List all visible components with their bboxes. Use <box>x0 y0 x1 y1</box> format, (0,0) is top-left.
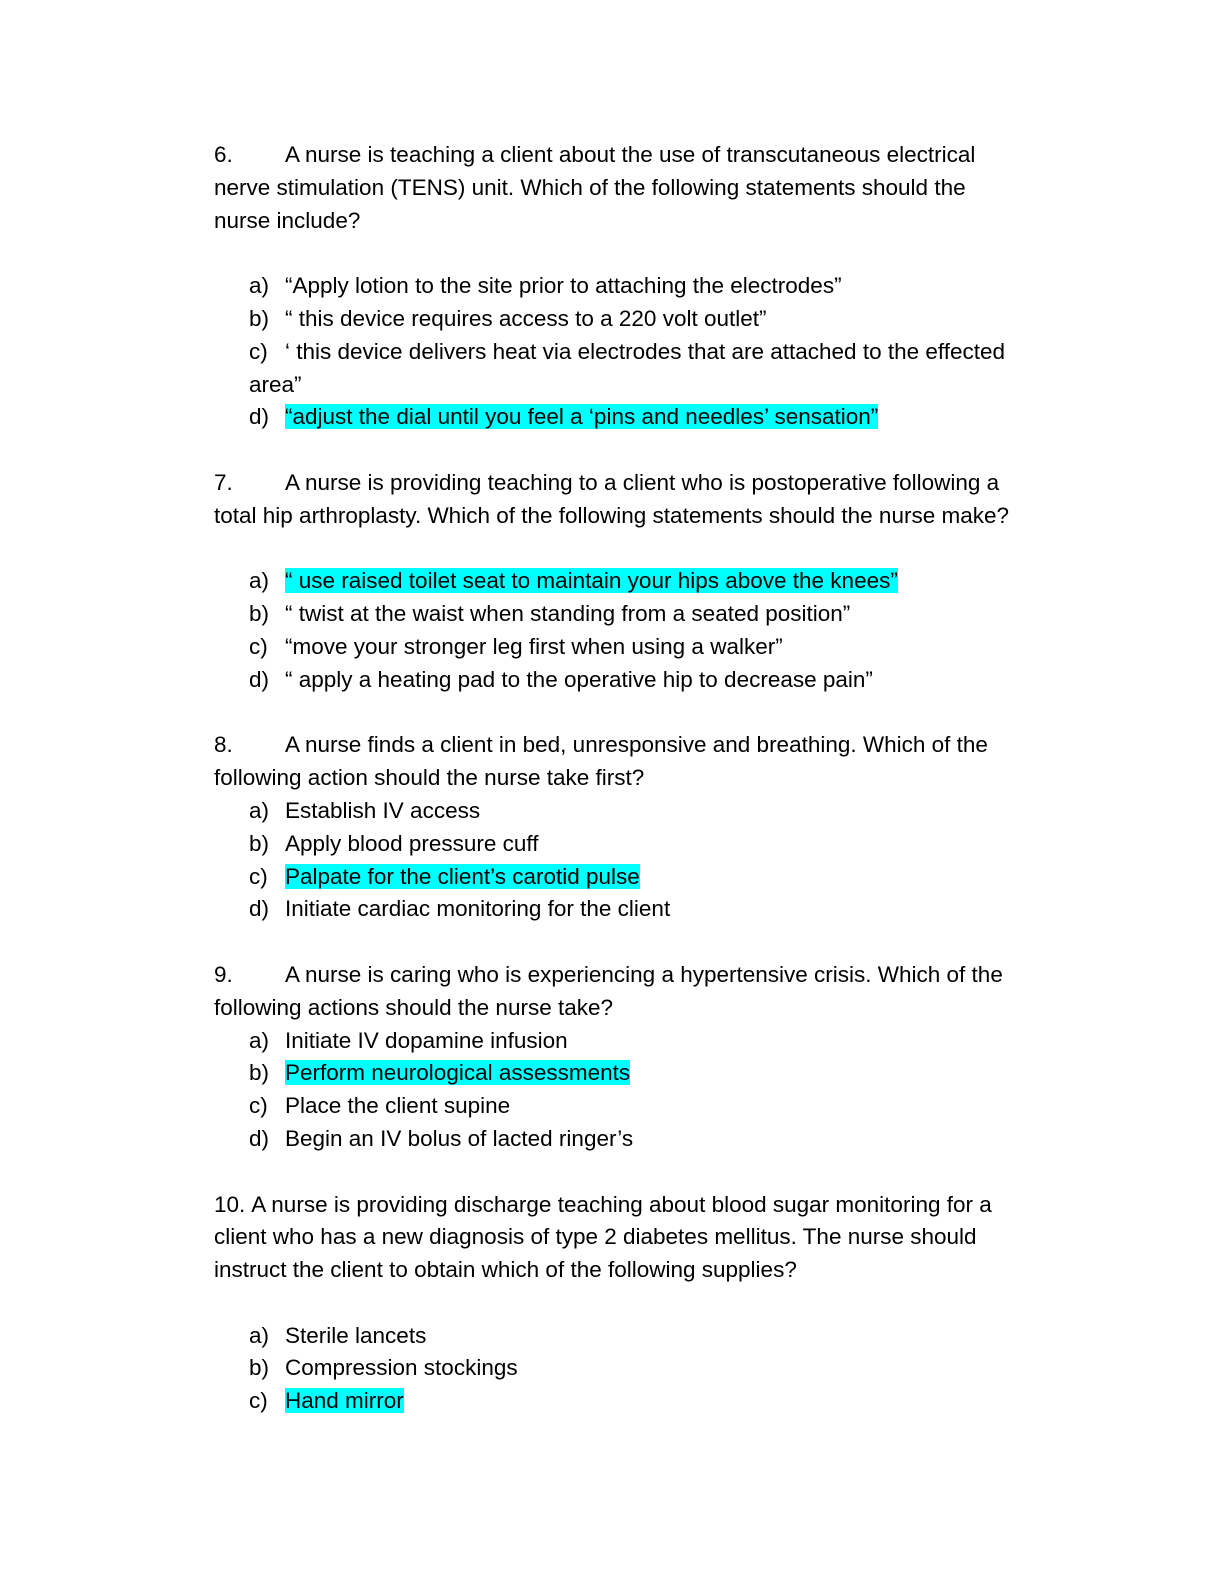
question-text: A nurse is caring who is experiencing a hypertensive crisis. Which of the <box>285 961 1003 987</box>
answer-option <box>214 303 1074 336</box>
answer-option-correct <box>214 565 1074 598</box>
question-number: 8. <box>214 732 233 758</box>
answer-option <box>214 598 1074 631</box>
answer-option <box>214 1320 1074 1353</box>
question-text: A nurse is teaching a client about the use of transcutaneous electrical <box>285 142 976 167</box>
option-letter: d) <box>249 1125 270 1151</box>
question-number: 6. <box>214 142 233 167</box>
answer-options <box>214 1320 1074 1418</box>
question-text: instruct the client to obtain which of the following supplies? <box>214 1257 797 1283</box>
question-8 <box>214 729 1074 959</box>
highlighted-answer: Palpate for the client’s carotid pulse <box>285 863 640 889</box>
question-10 <box>214 1189 1074 1419</box>
option-text: Place the client supine <box>285 1093 511 1119</box>
answer-option <box>214 1123 1074 1156</box>
answer-option <box>214 664 1074 697</box>
question-text: following actions should the nurse take? <box>214 994 614 1020</box>
option-letter: c) <box>249 338 268 364</box>
question-text: nerve stimulation (TENS) unit. Which of the following statements should the <box>214 174 966 200</box>
answer-option <box>214 1025 1074 1058</box>
answer-option <box>214 336 1074 369</box>
option-text: Apply blood pressure cuff <box>285 830 539 856</box>
answer-option <box>214 828 1074 861</box>
option-text-continued: area” <box>249 371 302 397</box>
answer-option <box>214 270 1074 303</box>
option-text: Begin an IV bolus of lacted ringer’s <box>285 1125 634 1151</box>
question-9 <box>214 959 1074 1189</box>
option-letter: c) <box>249 863 268 889</box>
option-letter: b) <box>249 1355 270 1381</box>
option-text: Establish IV access <box>285 797 481 823</box>
answer-option-correct <box>214 1385 1074 1418</box>
question-text: A nurse is providing discharge teaching about blood sugar monitoring for a <box>251 1191 992 1217</box>
answer-options <box>214 1025 1074 1156</box>
question-number: 7. <box>214 469 233 495</box>
question-text: A nurse finds a client in bed, unresponsive and breathing. Which of the <box>285 732 988 758</box>
option-text: ‘ this device delivers heat via electrodes that are attached to the effected <box>285 338 1006 364</box>
question-text: following action should the nurse take first? <box>214 765 645 791</box>
option-letter: a) <box>249 568 270 594</box>
answer-option <box>214 893 1074 926</box>
option-letter: b) <box>249 1060 270 1086</box>
option-letter: c) <box>249 1093 268 1119</box>
option-text: “move your stronger leg first when using a walker” <box>285 633 783 659</box>
option-letter: c) <box>249 1388 268 1414</box>
highlighted-answer: “ use raised toilet seat to maintain your hips above the knees” <box>285 568 898 594</box>
answer-options <box>214 565 1074 696</box>
answer-option <box>214 795 1074 828</box>
question-text: nurse include? <box>214 207 361 233</box>
option-letter: b) <box>249 601 270 627</box>
question-text: total hip arthroplasty. Which of the following statements should the nurse make? <box>214 502 1010 528</box>
answer-option-correct <box>214 401 1074 434</box>
question-number: 9. <box>214 961 233 987</box>
option-letter: d) <box>249 666 270 692</box>
question-text: client who has a new diagnosis of type 2 diabetes mellitus. The nurse should <box>214 1224 977 1250</box>
answer-options <box>214 795 1074 926</box>
option-text: Initiate IV dopamine infusion <box>285 1027 568 1053</box>
option-letter: a) <box>249 273 270 299</box>
option-letter: a) <box>249 1027 270 1053</box>
question-6 <box>214 139 1074 467</box>
answer-option <box>214 1090 1074 1123</box>
option-letter: c) <box>249 633 268 659</box>
answer-option <box>214 1352 1074 1385</box>
answer-option-correct <box>214 861 1074 894</box>
highlighted-answer: Hand mirror <box>285 1388 404 1414</box>
answer-options <box>214 270 1074 434</box>
option-text: “ this device requires access to a 220 volt outlet” <box>285 305 767 331</box>
option-letter: a) <box>249 1322 270 1348</box>
question-number: 10. <box>214 1191 246 1217</box>
question-list <box>214 139 1074 1418</box>
option-letter: a) <box>249 797 270 823</box>
highlighted-answer: “adjust the dial until you feel a ‘pins and needles’ sensation” <box>285 404 879 430</box>
option-letter: d) <box>249 896 270 922</box>
option-letter: d) <box>249 404 270 430</box>
answer-option-correct <box>214 1057 1074 1090</box>
option-text: “ twist at the waist when standing from a seated position” <box>285 601 851 627</box>
answer-option <box>214 631 1074 664</box>
option-letter: b) <box>249 305 270 331</box>
option-text: “Apply lotion to the site prior to attaching the electrodes” <box>285 273 842 299</box>
option-text: Compression stockings <box>285 1355 518 1381</box>
option-letter: b) <box>249 830 270 856</box>
option-text: “ apply a heating pad to the operative hip to decrease pain” <box>285 666 873 692</box>
question-7 <box>214 467 1074 729</box>
question-text: A nurse is providing teaching to a client who is postoperative following a <box>285 469 1000 495</box>
highlighted-answer: Perform neurological assessments <box>285 1060 631 1086</box>
option-text: Sterile lancets <box>285 1322 427 1348</box>
option-text: Initiate cardiac monitoring for the client <box>285 896 671 922</box>
